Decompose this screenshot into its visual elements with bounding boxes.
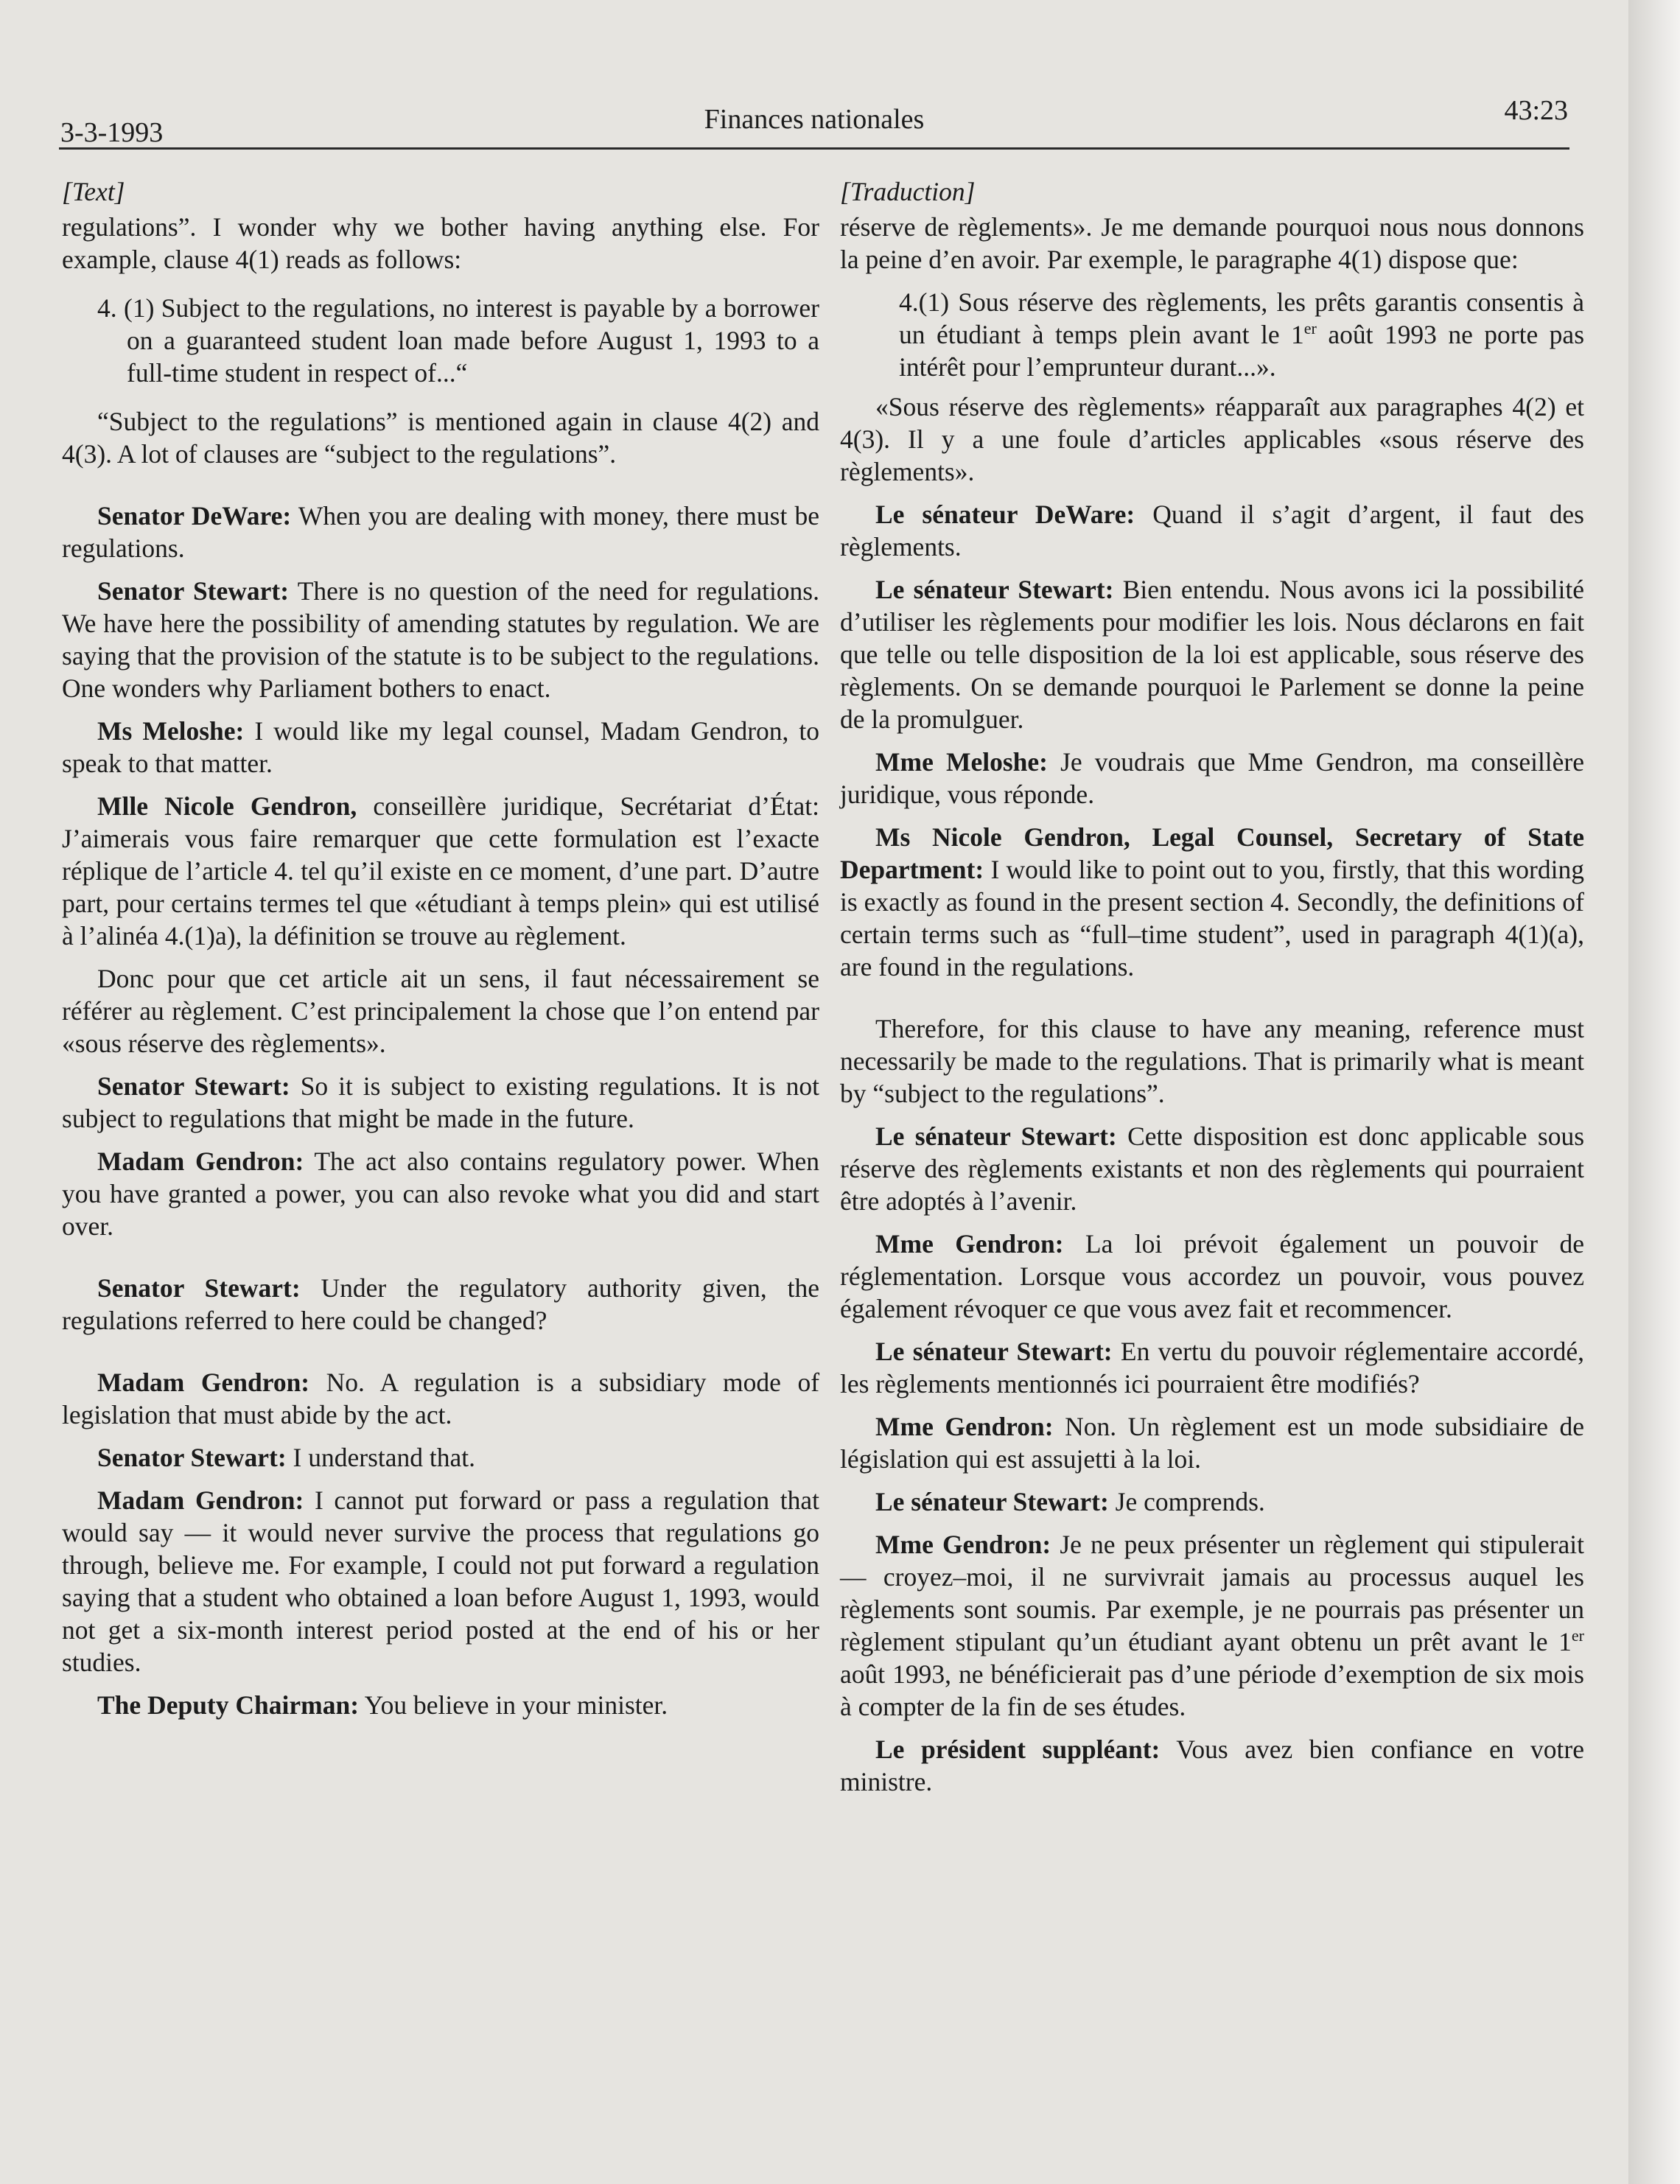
speech-text: En vertu du pouvoir réglementaire accordé, les règlements mentionnés ici pourraient être modifiés?	[840, 1337, 1585, 1399]
speech-entry	[840, 573, 1584, 735]
speaker-name: Senator Stewart:	[97, 1443, 287, 1472]
speaker-name: The Deputy Chairman:	[97, 1690, 360, 1720]
block-quote: 4.(1) Sous réserve des règlements, les prêts garantis consentis à un étudiant à temps plein avant le 1er août 1993 ne porte pas intérêt pour l’emprunteur durant...».	[899, 287, 1585, 382]
speech-text: So it is subject to existing regulations. It is not subject to regulations that might be made in the future.	[62, 1071, 819, 1133]
speech-text: You believe in your minister.	[364, 1690, 668, 1720]
paragraph: «Sous réserve des règlements» réapparaît aux paragraphes 4(2) et 4(3). Il y a une foule d’articles applicables «sous réserve des règlements».	[840, 392, 1584, 486]
speaker-name: Mme Gendron:	[875, 1530, 1051, 1559]
paragraph: “Subject to the regulations” is mentioned again in clause 4(2) and 4(3). A lot of clauses are “subject to the regulations”.	[62, 407, 819, 469]
speaker-name: Madam Gendron:	[97, 1485, 304, 1515]
header-page-number: 43:23	[1504, 95, 1568, 126]
speech-text: août 1993, ne bénéficierait pas d’une période d’exemption de six mois à compter de la fin de ses études.	[840, 1659, 1584, 1721]
speaker-name: Madam Gendron:	[97, 1147, 304, 1176]
left-column-english	[62, 175, 819, 1732]
speech-entry	[840, 1410, 1584, 1475]
speaker-name: Mme Gendron:	[875, 1229, 1064, 1259]
speech-text: La loi prévoit également un pouvoir de réglementation. Lorsque vous accordez un pouvoir, vous pouvez également révoquer ce que vous avez fait et recommencer.	[840, 1229, 1585, 1323]
paragraph: Donc pour que cet article ait un sens, il faut nécessairement se référer au règlement. C’est principalement la chose que l’on entend par «sous réserve des règlements».	[62, 964, 819, 1058]
speech-text: The act also contains regulatory power. When you have granted a power, you can also revoke what you did and start over.	[62, 1147, 820, 1241]
speech-text: I understand that.	[293, 1443, 475, 1472]
speaker-name: Ms Meloshe:	[97, 716, 245, 746]
speech-text: I would like my legal counsel, Madam Gendron, to speak to that matter.	[62, 716, 820, 778]
page-edge	[1628, 0, 1680, 2184]
speech-entry	[840, 746, 1584, 811]
speech-entry	[62, 1689, 819, 1721]
speech-entry	[62, 1145, 819, 1242]
speech-entry	[840, 821, 1584, 983]
speech-text: Vous avez bien confiance en votre ministre.	[840, 1735, 1584, 1796]
speaker-name: Le sénateur Stewart:	[875, 575, 1114, 604]
speech-text: I cannot put forward or pass a regulation that would say — it would never survive the process that regulations go through, believe me. For example, I could not put forward a regulation saying that a student who obtained a loan before August 1, 1993, would not get a six-month interest period posted at the end of his or her studies.	[62, 1485, 820, 1677]
text-label: [Text]	[62, 177, 125, 206]
speaker-name: Senator DeWare:	[97, 501, 292, 531]
speaker-name: Le président suppléant:	[875, 1735, 1161, 1764]
speaker-name: Senator Stewart:	[97, 1273, 301, 1303]
speaker-name: Senator Stewart:	[97, 576, 290, 606]
block-quote: 4. (1) Subject to the regulations, no interest is payable by a borrower on a guaranteed student loan made before August 1, 1993 to a full-time student in respect of...“	[97, 293, 819, 388]
speech-entry: Mme Gendron: Je ne peux présenter un règlement qui stipulerait — croyez–moi, il ne survivrait jamais au processus auquel les règlements sont soumis. Par exemple, je ne pourrais pas présenter un règlement stipulant qu’un étudiant ayant obtenu un prêt avant le 1er août 1993, ne bénéficierait pas d’une période d’exemption de six mois à compter de la fin de ses études.	[840, 1530, 1585, 1721]
speech-text: When you are dealing with money, there must be regulations.	[62, 501, 820, 563]
speech-entry	[62, 575, 819, 704]
speech-text: Bien entendu. Nous avons ici la possibilité d’utiliser les règlements pour modifier les lois. Nous déclarons en fait que telle ou telle disposition de la loi est applicable, sous réserve des règlements. On se demande pourquoi le Parlement se donne la peine de la promulguer.	[840, 575, 1584, 734]
speaker-name: Le sénateur Stewart:	[875, 1121, 1117, 1151]
speech-entry	[62, 1366, 819, 1431]
speaker-name: Le sénateur DeWare:	[875, 500, 1135, 529]
speech-entry	[62, 1441, 819, 1474]
speech-entry	[840, 1733, 1584, 1798]
speech-entry	[840, 498, 1584, 563]
speech-text: Je comprends.	[1115, 1487, 1265, 1516]
speech-text: No. A regulation is a subsidiary mode of legislation that must abide by the act.	[62, 1368, 820, 1429]
header-title: Finances nationales	[704, 104, 925, 135]
speech-entry	[840, 1228, 1584, 1325]
speech-entry	[62, 500, 819, 564]
speech-text: conseillère juridique, Secrétariat d’État: J’aimerais vous faire remarquer que cette formulation est l’exacte réplique de l’article 4. tel qu’il existe en ce moment, d’une part. D’autre part, pour certains termes tel que «étudiant à temps plein» qui est utilisé à l’alinéa 4.(1)a), la définition se trouve au règlement.	[62, 791, 819, 951]
speech-entry	[62, 790, 819, 952]
speaker-name: Mme Meloshe:	[875, 747, 1048, 777]
speech-entry	[62, 1070, 819, 1135]
speaker-name: Le sénateur Stewart:	[875, 1337, 1113, 1366]
speech-text: Non. Un règlement est un mode subsidiaire de législation qui est assujetti à la loi.	[840, 1412, 1585, 1474]
paragraph: réserve de règlements». Je me demande pourquoi nous nous donnons la peine d’en avoir. Par exemple, le paragraphe 4(1) dispose que:	[840, 212, 1584, 274]
page-header	[59, 94, 1569, 150]
speaker-name: Mme Gendron:	[875, 1412, 1054, 1441]
speech-entry	[840, 1335, 1584, 1400]
speech-text: Quand il s’agit d’argent, il faut des règlements.	[840, 500, 1584, 561]
speech-text: Cette disposition est donc applicable sous réserve des règlements existants et non des règlements qui pourraient être adoptés à l’avenir.	[840, 1121, 1585, 1216]
traduction-label: [Traduction]	[840, 177, 976, 206]
speech-text: Je voudrais que Mme Gendron, ma conseillère juridique, vous réponde.	[840, 747, 1585, 809]
speech-entry	[62, 1484, 819, 1679]
speaker-name: Mlle Nicole Gendron,	[97, 791, 357, 821]
speech-entry	[62, 715, 819, 780]
speaker-name: Senator Stewart:	[97, 1071, 290, 1101]
header-date: 3-3-1993	[60, 117, 164, 148]
speech-text: There is no question of the need for regulations. We have here the possibility of amending statutes by regulation. We are saying that the provision of the statute is to be subject to the regulations. One wonders why Parliament bothers to enact.	[62, 576, 819, 703]
right-column-french	[840, 175, 1584, 1808]
speech-text: I would like to point out to you, firstly, that this wording is exactly as found in the present section 4. Secondly, the definitions of certain terms such as “full–time student”, used in paragraph 4(1)(a), are found in the regulations.	[840, 855, 1584, 981]
speech-entry	[840, 1120, 1584, 1217]
speech-text: Je ne peux présenter un règlement qui stipulerait — croyez–moi, il ne survivrait jamais au processus auquel les règlements sont soumis. Par exemple, je ne pourrais pas présenter un règlement stipulant qu’un étudiant ayant obtenu un prêt avant le 1	[840, 1530, 1585, 1656]
paragraph: regulations”. I wonder why we bother having anything else. For example, clause 4(1) reads as follows:	[62, 212, 819, 274]
paragraph: Therefore, for this clause to have any meaning, reference must necessarily be made to the regulations. That is primarily what is meant by “subject to the regulations”.	[840, 1014, 1584, 1108]
speech-entry	[62, 1272, 819, 1337]
speech-text: Under the regulatory authority given, the regulations referred to here could be changed?	[62, 1273, 820, 1335]
speech-entry	[840, 1485, 1584, 1518]
speaker-name: Ms Nicole Gendron, Legal Counsel, Secretary of State Department:	[840, 822, 1584, 884]
speaker-name: Le sénateur Stewart:	[875, 1487, 1109, 1516]
speaker-name: Madam Gendron:	[97, 1368, 310, 1397]
